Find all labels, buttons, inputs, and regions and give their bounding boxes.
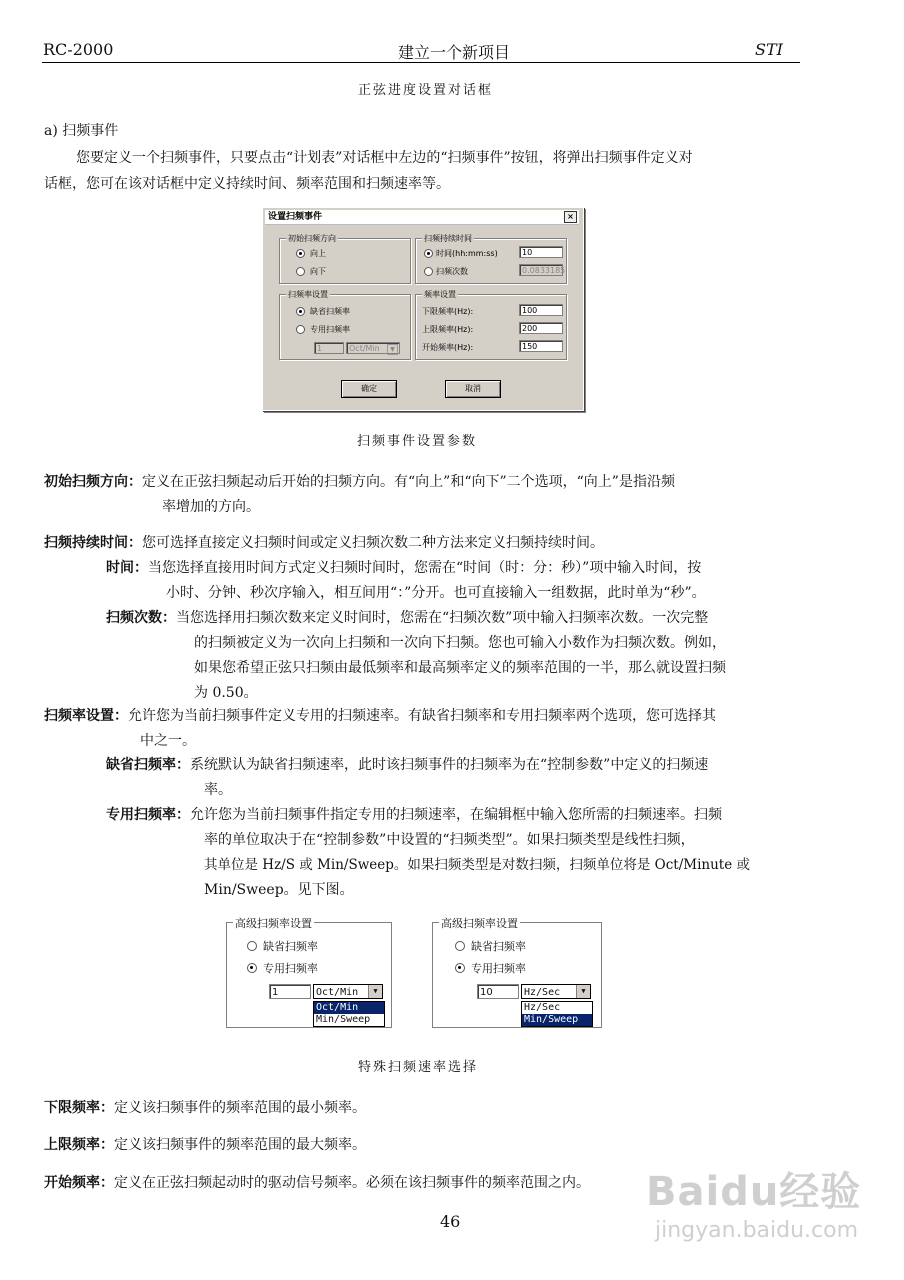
rate-input[interactable]: 10 bbox=[477, 984, 519, 999]
rate-panel-oct bbox=[226, 917, 392, 1028]
def-text: 允许您为当前扫频事件指定专用的扫频速率，在编辑框中输入您所需的扫频速率。扫频 bbox=[190, 807, 722, 823]
custom-rate-label: 专用扫频率 bbox=[471, 962, 526, 975]
rate-unit-select[interactable] bbox=[313, 984, 383, 999]
def-text: 您可选择直接定义扫频时间或定义扫频次数二种方法来定义扫频持续时间。 bbox=[142, 535, 604, 551]
rate-input[interactable]: 1 bbox=[314, 342, 344, 354]
group-title: 频率设置 bbox=[424, 290, 456, 299]
def-line bbox=[106, 605, 708, 631]
def-line: 为 0.50。 bbox=[194, 685, 258, 701]
group-title: 初始扫频方向 bbox=[288, 234, 336, 243]
freq-high-input[interactable]: 200 bbox=[519, 322, 563, 334]
para-line: 您要定义一个扫频事件，只要点击“计划表”对话框中左边的“扫频事件”按钮，将弹出扫频事件定义对 bbox=[76, 150, 693, 166]
def-text: 定义在正弦扫频起动时的驱动信号频率。必须在该扫频事件的频率范围之内。 bbox=[114, 1175, 590, 1191]
def-line bbox=[44, 469, 675, 495]
time-label: 时间(hh:mm:ss) bbox=[436, 249, 498, 258]
freq-low-input[interactable]: 100 bbox=[519, 304, 563, 316]
radio-up-label: 向上 bbox=[310, 249, 326, 258]
radio-time[interactable] bbox=[424, 249, 433, 258]
radio-down-label: 向下 bbox=[310, 267, 326, 276]
def-text: 定义该扫频事件的频率范围的最大频率。 bbox=[114, 1137, 366, 1153]
custom-rate-label: 专用扫频率 bbox=[310, 325, 350, 334]
def-line bbox=[44, 1132, 366, 1158]
term-label: 扫频持续时间： bbox=[44, 535, 142, 551]
radio-down[interactable] bbox=[296, 267, 305, 276]
caption-rate: 特殊扫频速率选择 bbox=[358, 1060, 479, 1075]
term-label: 下限频率： bbox=[44, 1100, 114, 1116]
def-line bbox=[44, 703, 716, 729]
cancel-button[interactable]: 取消 bbox=[445, 380, 501, 398]
sweep-event-dialog bbox=[262, 207, 584, 411]
term-label: 开始频率： bbox=[44, 1175, 114, 1191]
rate-group bbox=[279, 290, 411, 360]
default-rate-label: 缺省扫频率 bbox=[471, 940, 526, 953]
def-line: 率增加的方向。 bbox=[162, 499, 260, 515]
def-text: 允许您为当前扫频事件定义专用的扫频速率。有缺省扫频率和专用扫频率两个选项，您可选择其 bbox=[128, 708, 716, 724]
rate-unit-options bbox=[313, 1001, 385, 1027]
def-line: 的扫频被定义为一次向上扫频和一次向下扫频。您也可输入小数作为扫频次数。例如， bbox=[194, 635, 726, 651]
def-line bbox=[44, 1095, 366, 1121]
def-text: 当您选择直接用时间方式定义扫频时间时，您需在“时间（时：分：秒）”项中输入时间，按 bbox=[148, 560, 702, 576]
rate-unit-select[interactable] bbox=[521, 984, 591, 999]
term-label: 初始扫频方向： bbox=[44, 474, 142, 490]
direction-group bbox=[279, 234, 411, 284]
radio-count[interactable] bbox=[424, 267, 433, 276]
freq-low-label: 下限频率(Hz): bbox=[422, 307, 474, 316]
rate-unit-value: Oct/Min bbox=[349, 344, 380, 353]
watermark-logo: Baidu经验 bbox=[646, 1169, 862, 1215]
default-rate-label: 缺省扫频率 bbox=[310, 307, 350, 316]
def-line: Min/Sweep。见下图。 bbox=[204, 882, 354, 898]
option-oct-min[interactable]: Oct/Min bbox=[314, 1002, 384, 1014]
custom-rate-label: 专用扫频率 bbox=[263, 962, 318, 975]
def-line bbox=[106, 555, 701, 581]
chevron-down-icon[interactable]: ▼ bbox=[387, 344, 398, 355]
rate-unit-select[interactable] bbox=[346, 342, 400, 354]
def-line bbox=[44, 530, 604, 556]
frequency-group bbox=[415, 290, 567, 360]
def-text: 定义在正弦扫频起动后开始的扫频方向。有“向上”和“向下”二个选项，“向上”是指沿频 bbox=[142, 474, 675, 490]
def-line bbox=[106, 752, 708, 778]
dialog-titlebar bbox=[265, 210, 579, 225]
section-heading: a) 扫频事件 bbox=[44, 123, 119, 139]
term-label: 上限频率： bbox=[44, 1137, 114, 1153]
watermark-url: jingyan.baidu.com bbox=[655, 1218, 859, 1243]
def-text: 系统默认为缺省扫频速率，此时该扫频事件的扫频率为在“控制参数”中定义的扫频速 bbox=[190, 757, 709, 773]
header-left: RC-2000 bbox=[43, 40, 114, 59]
def-line: 率的单位取决于在“控制参数”中设置的“扫频类型”。如果扫频类型是线性扫频， bbox=[204, 832, 695, 848]
close-icon[interactable]: × bbox=[564, 211, 577, 223]
radio-up[interactable] bbox=[296, 249, 305, 258]
def-line: 其单位是 Hz/S 或 Min/Sweep。如果扫频类型是对数扫频，扫频单位将是 Oct/Minute 或 bbox=[204, 857, 750, 873]
term-label: 时间： bbox=[106, 560, 148, 576]
header-title: 建立一个新项目 bbox=[398, 43, 511, 62]
dialog-title: 设置扫频事件 bbox=[268, 212, 323, 222]
freq-start-label: 开始频率(Hz): bbox=[422, 343, 474, 352]
rate-unit-value: Hz/Sec bbox=[524, 987, 561, 998]
radio-custom-rate[interactable] bbox=[455, 963, 465, 973]
group-title: 扫频率设置 bbox=[288, 290, 328, 299]
term-label: 扫频率设置： bbox=[44, 708, 128, 724]
header-right: STI bbox=[755, 40, 783, 59]
def-line: 率。 bbox=[204, 782, 232, 798]
caption-dialog: 扫频事件设置参数 bbox=[357, 434, 478, 449]
freq-high-label: 上限频率(Hz): bbox=[422, 325, 474, 334]
radio-default-rate[interactable] bbox=[455, 941, 465, 951]
duration-group bbox=[415, 234, 567, 284]
def-line bbox=[106, 802, 722, 828]
header-rule bbox=[42, 62, 800, 63]
def-text: 当您选择用扫频次数来定义时间时，您需在“扫频次数”项中输入扫频率次数。一次完整 bbox=[176, 610, 709, 626]
radio-custom-rate[interactable] bbox=[296, 325, 305, 334]
def-text: 定义该扫频事件的频率范围的最小频率。 bbox=[114, 1100, 366, 1116]
option-min-sweep[interactable]: Min/Sweep bbox=[522, 1014, 592, 1026]
panel-title: 高级扫频率设置 bbox=[441, 917, 518, 930]
rate-panel-hz bbox=[432, 917, 602, 1028]
term-label: 缺省扫频率： bbox=[106, 757, 190, 773]
freq-start-input[interactable]: 150 bbox=[519, 340, 563, 352]
radio-default-rate[interactable] bbox=[296, 307, 305, 316]
option-hz-sec[interactable]: Hz/Sec bbox=[524, 1002, 561, 1013]
group-title: 扫频持续时间 bbox=[424, 234, 472, 243]
option-min-sweep[interactable]: Min/Sweep bbox=[316, 1014, 371, 1025]
def-line: 小时、分钟、秒次序输入，相互间用“：”分开。也可直接输入一组数据，此时单为“秒”。 bbox=[166, 585, 706, 601]
ok-button[interactable]: 确定 bbox=[341, 380, 397, 398]
count-input[interactable]: 0.0833185 bbox=[519, 264, 563, 276]
para-line: 话框，您可在该对话框中定义持续时间、频率范围和扫频速率等。 bbox=[44, 176, 450, 192]
def-line: 中之一。 bbox=[140, 733, 196, 749]
chevron-down-icon[interactable]: ▼ bbox=[368, 985, 382, 998]
page-number: 46 bbox=[440, 1212, 461, 1231]
term-label: 专用扫频率： bbox=[106, 807, 190, 823]
panel-title: 高级扫频率设置 bbox=[235, 917, 312, 930]
term-label: 扫频次数： bbox=[106, 610, 176, 626]
time-input[interactable]: 10 bbox=[519, 246, 563, 258]
def-line bbox=[44, 1170, 590, 1196]
chevron-down-icon[interactable]: ▼ bbox=[576, 985, 590, 998]
caption-top: 正弦进度设置对话框 bbox=[358, 83, 494, 98]
count-label: 扫频次数 bbox=[436, 267, 468, 276]
rate-unit-options bbox=[521, 1001, 593, 1027]
default-rate-label: 缺省扫频率 bbox=[263, 940, 318, 953]
radio-default-rate[interactable] bbox=[247, 941, 257, 951]
radio-custom-rate[interactable] bbox=[247, 963, 257, 973]
rate-input[interactable]: 1 bbox=[269, 984, 311, 999]
def-line: 如果您希望正弦只扫频由最低频率和最高频率定义的频率范围的一半，那么就设置扫频 bbox=[194, 660, 726, 676]
rate-unit-value: Oct/Min bbox=[316, 987, 359, 998]
